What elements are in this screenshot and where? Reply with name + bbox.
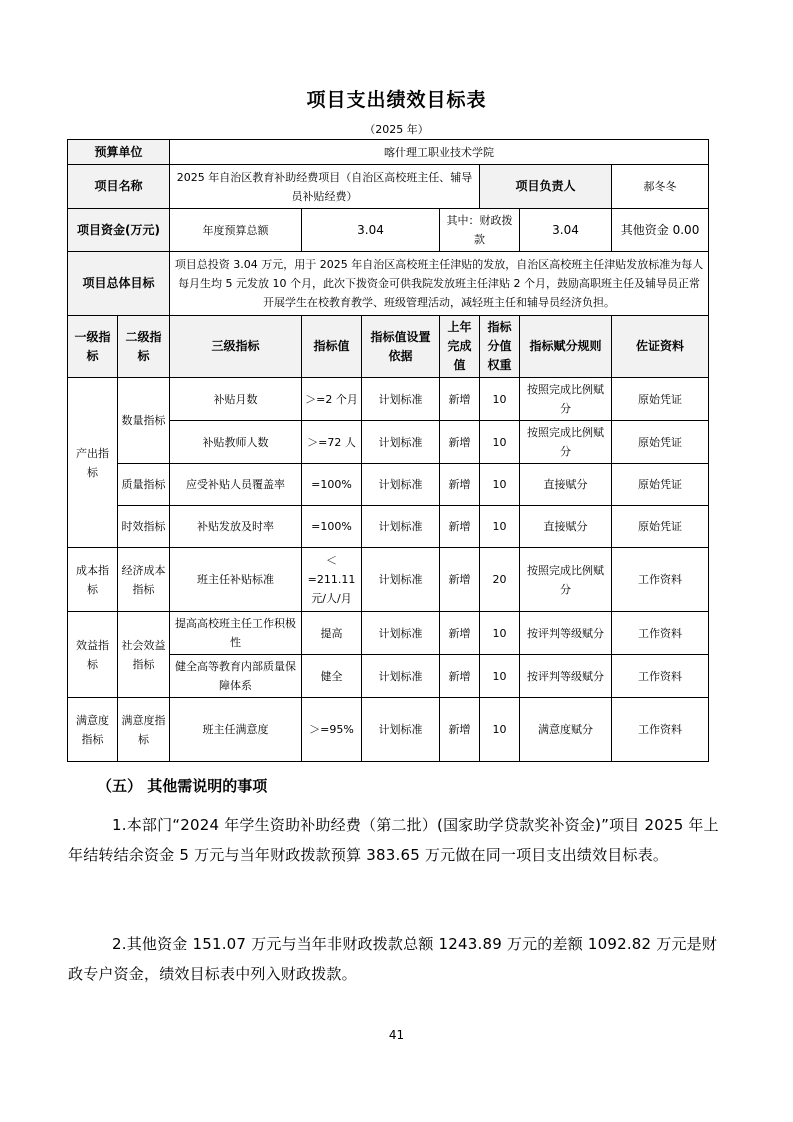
row-7-prev: 新增 bbox=[440, 698, 480, 762]
row-0-basis: 计划标准 bbox=[362, 378, 440, 421]
row-5-prev: 新增 bbox=[440, 612, 480, 655]
group-satisfaction: 满意度指标 bbox=[68, 698, 118, 762]
row-1-rule: 按照完成比例赋分 bbox=[520, 421, 612, 464]
row-1-prev: 新增 bbox=[440, 421, 480, 464]
row-7-rule: 满意度赋分 bbox=[520, 698, 612, 762]
header-level1: 一级指标 bbox=[68, 316, 118, 378]
other-funds-label: 其他资金 bbox=[620, 222, 669, 237]
group-benefit: 效益指标 bbox=[68, 612, 118, 698]
row-3-rule: 直接赋分 bbox=[520, 506, 612, 548]
row-6-rule: 按评判等级赋分 bbox=[520, 655, 612, 698]
unit-label: 预算单位 bbox=[68, 140, 170, 165]
row-5-weight: 10 bbox=[480, 612, 520, 655]
row-1-weight: 10 bbox=[480, 421, 520, 464]
row-6-weight: 10 bbox=[480, 655, 520, 698]
row-5-basis: 计划标准 bbox=[362, 612, 440, 655]
row-6-prev: 新增 bbox=[440, 655, 480, 698]
page-title: 项目支出绩效目标表 bbox=[306, 89, 487, 111]
fiscal-label: 其中：财政拨款 bbox=[440, 209, 520, 252]
group-quantity: 数量指标 bbox=[118, 378, 170, 464]
row-7-value: ＞=95% bbox=[302, 698, 362, 762]
row-2-weight: 10 bbox=[480, 464, 520, 506]
header-weight: 指标分值权重 bbox=[480, 316, 520, 378]
fund-label: 项目资金(万元) bbox=[68, 209, 170, 252]
row-0-l3: 补贴月数 bbox=[170, 378, 302, 421]
group-economic-cost: 经济成本指标 bbox=[118, 548, 170, 612]
row-0-evidence: 原始凭证 bbox=[612, 378, 709, 421]
owner-label: 项目负责人 bbox=[480, 165, 612, 209]
annual-budget-label: 年度预算总额 bbox=[170, 209, 302, 252]
row-5-l3: 提高高校班主任工作积极性 bbox=[170, 612, 302, 655]
row-3-prev: 新增 bbox=[440, 506, 480, 548]
header-rule: 指标赋分规则 bbox=[520, 316, 612, 378]
row-3-weight: 10 bbox=[480, 506, 520, 548]
row-2-prev: 新增 bbox=[440, 464, 480, 506]
row-4-evidence: 工作资料 bbox=[612, 548, 709, 612]
row-4-basis: 计划标准 bbox=[362, 548, 440, 612]
page-number: 41 bbox=[388, 1028, 405, 1042]
owner-value: 郝冬冬 bbox=[612, 165, 709, 209]
group-timeliness: 时效指标 bbox=[118, 506, 170, 548]
row-7-evidence: 工作资料 bbox=[612, 698, 709, 762]
row-4-prev: 新增 bbox=[440, 548, 480, 612]
group-quality: 质量指标 bbox=[118, 464, 170, 506]
group-cost: 成本指标 bbox=[68, 548, 118, 612]
row-2-rule: 直接赋分 bbox=[520, 464, 612, 506]
row-6-basis: 计划标准 bbox=[362, 655, 440, 698]
row-7-weight: 10 bbox=[480, 698, 520, 762]
performance-table bbox=[67, 139, 709, 762]
row-4-l3: 班主任补贴标准 bbox=[170, 548, 302, 612]
row-4-weight: 20 bbox=[480, 548, 520, 612]
other-funds-cell bbox=[612, 209, 709, 252]
row-6-evidence: 工作资料 bbox=[612, 655, 709, 698]
row-1-l3: 补贴教师人数 bbox=[170, 421, 302, 464]
project-name-value: 2025 年自治区教育补助经费项目（自治区高校班主任、辅导员补贴经费） bbox=[170, 165, 480, 209]
row-0-prev: 新增 bbox=[440, 378, 480, 421]
row-5-rule: 按评判等级赋分 bbox=[520, 612, 612, 655]
row-7-l3: 班主任满意度 bbox=[170, 698, 302, 762]
header-level3: 三级指标 bbox=[170, 316, 302, 378]
notes-heading: （五） 其他需说明的事项 bbox=[97, 777, 268, 795]
row-3-value: =100% bbox=[302, 506, 362, 548]
row-2-basis: 计划标准 bbox=[362, 464, 440, 506]
row-2-value: =100% bbox=[302, 464, 362, 506]
header-basis: 指标值设置依据 bbox=[362, 316, 440, 378]
header-prev: 上年完成值 bbox=[440, 316, 480, 378]
row-6-value: 健全 bbox=[302, 655, 362, 698]
row-2-l3: 应受补贴人员覆盖率 bbox=[170, 464, 302, 506]
note-paragraph-1: 1.本部门“2024 年学生资助补助经费（第二批）(国家助学贷款奖补资金)”项目 2025 年上年结转结余资金 5 万元与当年财政拨款预算 383.65 万元做在同一项目支出绩效目标表。 bbox=[68, 816, 719, 864]
other-funds-value: 0.00 bbox=[672, 222, 700, 237]
group-output: 产出指标 bbox=[68, 378, 118, 548]
annual-budget-value: 3.04 bbox=[302, 209, 440, 252]
row-0-value: ＞=2 个月 bbox=[302, 378, 362, 421]
fiscal-value: 3.04 bbox=[520, 209, 612, 252]
row-5-value: 提高 bbox=[302, 612, 362, 655]
row-2-evidence: 原始凭证 bbox=[612, 464, 709, 506]
goal-value: 项目总投资 3.04 万元，用于 2025 年自治区高校班主任津贴的发放，自治区高校班主任津贴发放标准为每人每月生均 5 元发放 10 个月，此次下拨资金可供我院发放班主任津贴 2 个月，鼓励高职班主任及辅导员正常开展学生在校教育教学、班级管理活动，减轻班主任和辅导员经济负担。 bbox=[170, 252, 709, 316]
row-3-basis: 计划标准 bbox=[362, 506, 440, 548]
row-0-rule: 按照完成比例赋分 bbox=[520, 378, 612, 421]
unit-value: 喀什理工职业技术学院 bbox=[170, 140, 709, 165]
header-evidence: 佐证资料 bbox=[612, 316, 709, 378]
project-name-label: 项目名称 bbox=[68, 165, 170, 209]
header-level2: 二级指标 bbox=[118, 316, 170, 378]
row-1-evidence: 原始凭证 bbox=[612, 421, 709, 464]
row-0-weight: 10 bbox=[480, 378, 520, 421]
header-value: 指标值 bbox=[302, 316, 362, 378]
row-6-l3: 健全高等教育内部质量保障体系 bbox=[170, 655, 302, 698]
row-1-value: ＞=72 人 bbox=[302, 421, 362, 464]
year-label: （2025 年） bbox=[364, 123, 429, 136]
row-5-evidence: 工作资料 bbox=[612, 612, 709, 655]
row-3-l3: 补贴发放及时率 bbox=[170, 506, 302, 548]
note-paragraph-2: 2.其他资金 151.07 万元与当年非财政拨款总额 1243.89 万元的差额 1092.82 万元是财政专户资金，绩效目标表中列入财政拨款。 bbox=[68, 935, 718, 983]
row-7-basis: 计划标准 bbox=[362, 698, 440, 762]
group-social-benefit: 社会效益指标 bbox=[118, 612, 170, 698]
row-4-value: ＜=211.11 元/人/月 bbox=[302, 548, 362, 612]
row-3-evidence: 原始凭证 bbox=[612, 506, 709, 548]
group-satisfaction-sub: 满意度指标 bbox=[118, 698, 170, 762]
row-4-rule: 按照完成比例赋分 bbox=[520, 548, 612, 612]
goal-label: 项目总体目标 bbox=[68, 252, 170, 316]
row-1-basis: 计划标准 bbox=[362, 421, 440, 464]
